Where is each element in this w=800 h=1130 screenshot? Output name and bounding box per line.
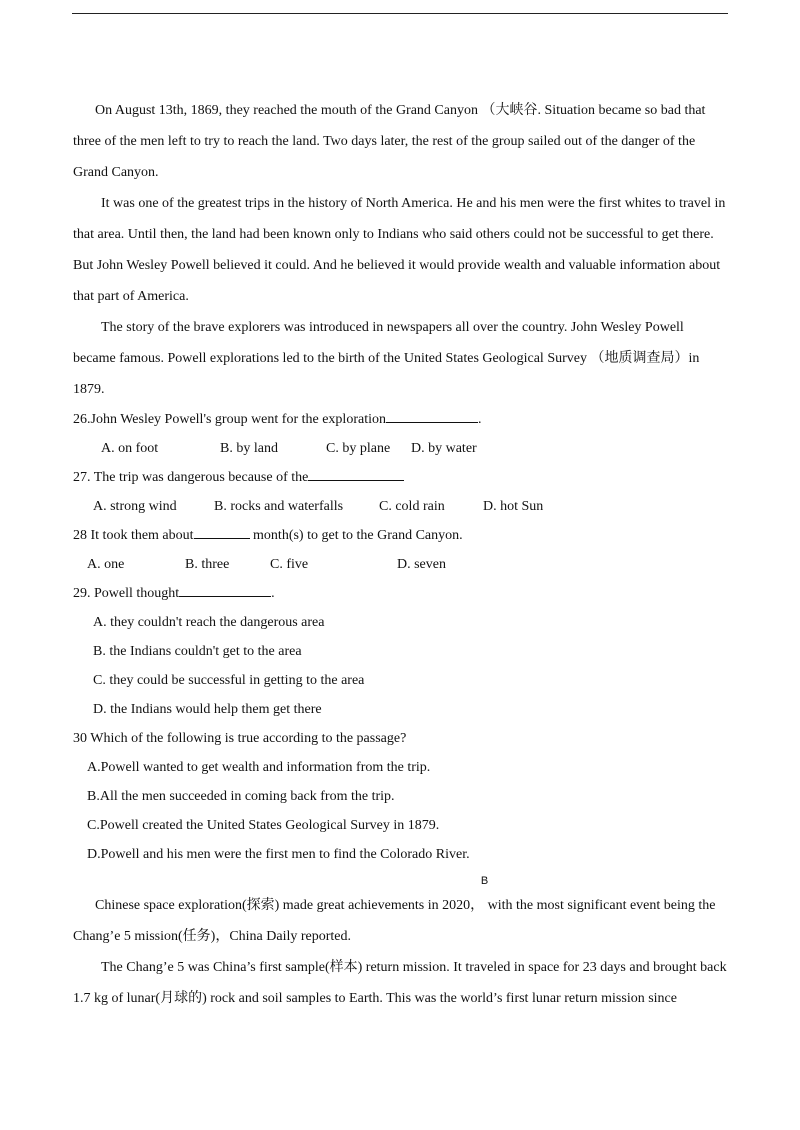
option: A. on foot [101, 441, 159, 456]
question-28-stem: 28 It took them about [73, 528, 194, 543]
option: C. by plane [326, 441, 391, 456]
answer-blank [179, 582, 271, 597]
option: C.Powell created the United States Geological Survey in 1879. [87, 818, 440, 833]
section-b-heading: B [480, 875, 489, 887]
option: B. rocks and waterfalls [214, 499, 344, 514]
passage-a-paragraph-1: On August 13th, 1869, they reached the mouth of the Grand Canyon （大峡谷. Situation became so bad that three of the men left to try to reach the land. Two days later, the rest of the group sailed out of the danger of the Grand Canyon. [73, 103, 706, 180]
option: B. the Indians couldn't get to the area [93, 644, 302, 659]
option: C. cold rain [379, 499, 445, 514]
answer-blank [194, 524, 250, 539]
question-28-suffix: month(s) to get to the Grand Canyon. [249, 528, 463, 543]
question-26-suffix: . [477, 412, 482, 427]
passage-a-paragraph-3: The story of the brave explorers was introduced in newspapers all over the country. John Wesley Powell became famous. Powell explorations led to the birth of the United States Geological Survey （地质调查局）in 1879. [73, 320, 700, 397]
answer-blank [308, 466, 404, 481]
question-28 [73, 521, 729, 550]
question-29 [73, 579, 729, 608]
option: B. by land [220, 441, 278, 456]
question-30 [73, 724, 729, 753]
option: A. they couldn't reach the dangerous area [93, 615, 325, 630]
question-28-options [73, 550, 729, 579]
option: A. strong wind [93, 499, 177, 514]
answer-blank [386, 408, 478, 423]
option: D. the Indians would help them get there [93, 702, 322, 717]
question-30-stem: 30 Which of the following is true according to the passage? [73, 731, 407, 746]
passage-b-paragraph-2: The Chang’e 5 was China’s first sample(样本) return mission. It traveled in space for 23 days and brought back 1.7 kg of lunar(月球的) rock and soil samples to Earth. This was the world’s first lunar return mission since [73, 960, 727, 1006]
option: C. they could be successful in getting to the area [93, 673, 365, 688]
page-content [73, 95, 729, 1014]
option: B. three [185, 557, 230, 572]
option: D. by water [411, 441, 477, 456]
question-27-options [73, 492, 729, 521]
option: D.Powell and his men were the first men to find the Colorado River. [87, 847, 470, 862]
option: A.Powell wanted to get wealth and information from the trip. [87, 760, 431, 775]
question-26-stem: 26.John Wesley Powell's group went for the exploration [73, 412, 386, 427]
option: D. seven [397, 557, 446, 572]
passage-b-paragraph-1: Chinese space exploration(探索) made great achievements in 2020， with the most significant event being the Chang’e 5 mission(任务)，China Daily reported. [73, 898, 716, 944]
question-29-stem: 29. Powell thought [73, 586, 180, 601]
question-27-stem: 27. The trip was dangerous because of the [73, 470, 309, 485]
option: B.All the men succeeded in coming back from the trip. [87, 789, 395, 804]
option: C. five [270, 557, 309, 572]
option: D. hot Sun [483, 499, 544, 514]
option: A. one [87, 557, 125, 572]
question-29-suffix: . [271, 586, 275, 601]
passage-a-paragraph-2: It was one of the greatest trips in the history of North America. He and his men were the first whites to travel in that area. Until then, the land had been known only to Indians who said others could not be successful to get there. But John Wesley Powell believed it could. And he believed it would provide wealth and valuable information about that part of America. [73, 196, 726, 304]
question-26 [73, 405, 729, 434]
question-27 [73, 463, 729, 492]
question-26-options [73, 434, 729, 463]
header-rule [72, 13, 728, 14]
